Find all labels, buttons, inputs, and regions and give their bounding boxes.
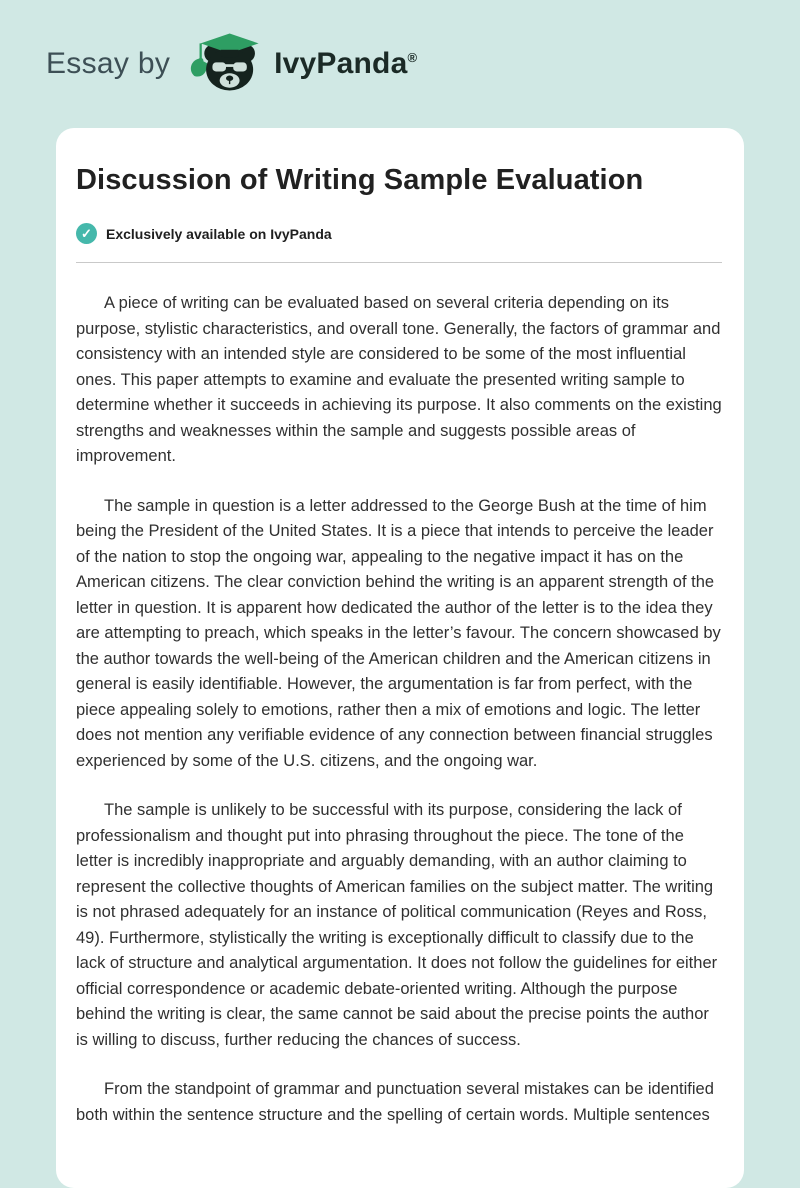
- page-header: [0, 0, 800, 128]
- page-title: Discussion of Writing Sample Evaluation: [76, 164, 644, 196]
- essay-by-label: Essay by: [46, 47, 171, 80]
- essay-paragraph: The sample in question is a letter addressed to the George Bush at the time of him being the President of the United States. It is a piece that intends to perceive the leader of the nation to stop the ongoing war, appealing to the negative impact it has on the American citizens. The clear conviction behind the writing is an apparent strength of the letter in question. It is apparent how dedicated the author of the letter is to the idea they are attempting to preach, which speaks in the letter’s favour. The concern showcased by the author towards the well-being of the American children and the American citizens in general is easily identifiable. However, the argumentation is far from perfect, with the piece appealing solely to emotions, rather then a mix of emotions and logic. The letter does not mention any verifiable evidence of any connection between financial struggles experienced by some of the U.S. citizens, and the ongoing war.: [76, 496, 721, 770]
- availability-label: Exclusively available on IvyPanda: [106, 225, 332, 242]
- essay-body: [76, 291, 722, 1128]
- availability-badge: [76, 223, 722, 244]
- check-icon: ✓: [76, 223, 97, 244]
- ivypanda-logo[interactable]: [188, 28, 264, 100]
- essay-paragraph: A piece of writing can be evaluated based on several criteria depending on its purpose, stylistic characteristics, and overall tone. Generally, the factors of grammar and consistency with an intended style are considered to be some of the most influential ones. This paper attempts to examine and evaluate the presented writing sample to determine whether it succeeds in achieving its purpose. It also comments on the existing strengths and weaknesses within the sample and suggests possible areas of improvement.: [76, 294, 722, 465]
- essay-card: [56, 128, 744, 1188]
- essay-paragraph: From the standpoint of grammar and punctuation several mistakes can be identified both within the sentence structure and the spelling of certain words. Multiple sentences: [76, 1080, 714, 1124]
- panda-graduate-icon: [188, 28, 264, 100]
- divider: [76, 262, 722, 263]
- brand-text: IvyPanda: [274, 47, 408, 80]
- essay-paragraph: The sample is unlikely to be successful with its purpose, considering the lack of professionalism and thought put into phrasing throughout the piece. The tone of the letter is incredibly inappropriate and arguably demanding, with an author claiming to represent the collective thoughts of American families on the subject matter. The writing is not phrased adequately for an instance of political communication (Reyes and Ross, 49). Furthermore, stylistically the writing is exceptionally difficult to classify due to the lack of structure and analytical argumentation. It does not follow the guidelines for either official correspondence or academic debate-oriented writing. Although the purpose behind the writing is clear, the same cannot be said about the precise points the author is willing to discuss, further reducing the chances of success.: [76, 801, 718, 1049]
- brand-name[interactable]: [274, 47, 417, 81]
- registered-mark: ®: [407, 50, 418, 65]
